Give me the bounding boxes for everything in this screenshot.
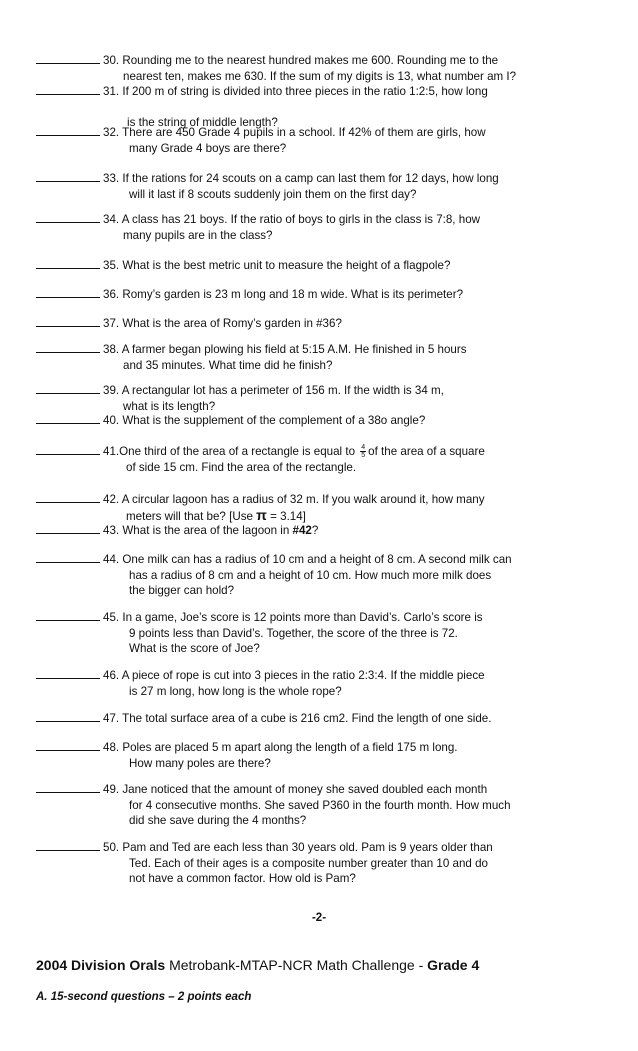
answer-blank[interactable] [36,315,100,327]
pi-symbol: π [256,506,267,523]
question-number: 41. [103,445,120,458]
question-text-cont: will it last if 8 scouts suddenly join them on the first day? [129,187,417,201]
question-number: 42. [103,493,120,506]
answer-blank[interactable] [36,551,100,563]
question-text-cont: of side 15 cm. Find the area of the rectangle. [126,460,357,474]
question-44 [36,551,512,599]
question-31 [36,83,488,130]
question-text: A rectangular lot has a perimeter of 156 m. If the width is 34 m, [121,384,444,397]
title-bold: 2004 Division Orals [36,957,166,973]
question-number: 34. [103,213,120,226]
question-text: of the area of a square [368,445,485,458]
question-number: 43. [103,524,120,537]
question-number: 46. [103,669,120,682]
question-41 [36,443,485,475]
question-number: 50. [103,841,120,854]
question-text-cont: the bigger can hold? [129,584,235,597]
question-text-cont: has a radius of 8 cm and a height of 10 cm. How much more milk does [129,568,492,582]
question-46 [36,667,485,699]
answer-blank[interactable] [36,522,100,534]
title-normal: Metrobank-MTAP-NCR Math Challenge - [169,957,424,973]
fraction-denominator: 5 [361,452,366,460]
question-text-cont: is 27 m long, how long is the whole rope? [129,684,342,698]
question-number: 37. [103,317,120,330]
question-text-cont: nearest ten, makes me 630. If the sum of my digits is 13, what number am I? [123,69,517,83]
question-number: 32. [103,126,120,139]
question-text-cont: did she save during the 4 months? [129,814,307,827]
question-49 [36,781,511,829]
question-number: 40. [103,414,120,427]
question-text: What is the supplement of the complement of a 38o angle? [122,414,426,427]
question-39 [36,382,444,414]
question-text-part: meters will that be? [Use [126,509,253,523]
question-47 [36,710,491,727]
question-text: A circular lagoon has a radius of 32 m. If you walk around it, how many [121,493,485,506]
answer-blank[interactable] [36,382,100,394]
question-43 [36,522,318,539]
question-text-cont: 9 points less than David’s. Together, the score of the three is 72. [129,626,458,640]
question-text-cont: for 4 consecutive months. She saved P360 in the fourth month. How much [129,798,511,812]
question-text-cont [36,100,488,115]
question-text: There are 450 Grade 4 pupils in a school. If 42% of them are girls, how [122,126,486,139]
question-38 [36,341,467,373]
answer-blank[interactable] [36,491,100,503]
question-35 [36,257,450,274]
answer-blank[interactable] [36,341,100,353]
question-text-end: ? [311,524,319,537]
answer-blank[interactable] [36,257,100,269]
question-number: 38. [103,343,120,356]
question-number: 47. [103,712,120,725]
answer-blank[interactable] [36,710,100,722]
answer-blank[interactable] [36,739,100,751]
question-text: A piece of rope is cut into 3 pieces in the ratio 2:3:4. If the middle piece [121,669,485,682]
question-text: Pam and Ted are each less than 30 years old. Pam is 9 years older than [122,841,493,854]
question-33 [36,170,499,202]
question-text: Rounding me to the nearest hundred makes me 600. Rounding me to the [122,54,499,67]
document-title [36,957,479,973]
question-text: Poles are placed 5 m apart along the length of a field 175 m long. [122,741,458,754]
question-number: 30. [103,54,120,67]
question-42 [36,491,485,524]
answer-blank[interactable] [36,781,100,793]
question-text: Jane noticed that the amount of money she saved doubled each month [122,783,488,796]
answer-blank[interactable] [36,211,100,223]
question-number: 44. [103,553,120,566]
question-32 [36,124,486,156]
answer-blank[interactable] [36,170,100,182]
question-number: 49. [103,783,120,796]
question-40 [36,412,425,429]
question-36 [36,286,463,303]
question-text-cont: How many poles are there? [129,756,271,770]
question-text: A class has 21 boys. If the ratio of boys to girls in the class is 7:8, how [121,213,481,226]
question-number: 36. [103,288,120,301]
answer-blank[interactable] [36,667,100,679]
answer-blank[interactable] [36,609,100,621]
question-number: 45. [103,611,120,624]
question-text: In a game, Joe’s score is 12 points more than David’s. Carlo’s score is [122,611,483,624]
question-text: One milk can has a radius of 10 cm and a height of 8 cm. A second milk can [122,553,512,566]
question-text-part: = 3.14] [270,509,306,523]
question-text: Romy’s garden is 23 m long and 18 m wide. What is its perimeter? [122,288,464,301]
question-50 [36,839,493,887]
fraction-numerator: 4 [361,444,366,452]
question-text-cont: not have a common factor. How old is Pam? [129,872,356,885]
question-45 [36,609,483,657]
question-text: What is the area of Romy’s garden in #36? [122,317,342,330]
question-number: 33. [103,172,120,185]
answer-blank[interactable] [36,124,100,136]
question-text: One third of the area of a rectangle is equal to [119,445,356,458]
question-text-cont: and 35 minutes. What time did he finish? [123,358,333,372]
question-number: 31. [103,85,120,98]
question-text: If 200 m of string is divided into three pieces in the ratio 1:2:5, how long [122,85,488,98]
question-37 [36,315,342,332]
question-number: 48. [103,741,120,754]
section-subtitle: A. 15-second questions – 2 points each [36,991,252,1003]
fraction-four-fifths [360,444,366,459]
answer-blank[interactable] [36,52,100,64]
question-30 [36,52,516,84]
question-text: What is the area of the lagoon in [122,524,290,537]
title-grade: Grade 4 [427,957,480,973]
question-text: A farmer began plowing his field at 5:15 A.M. He finished in 5 hours [121,343,467,356]
question-text-cont: What is the score of Joe? [129,642,260,655]
question-number: 39. [103,384,120,397]
answer-blank[interactable] [36,412,100,424]
question-34 [36,211,480,243]
question-text: If the rations for 24 scouts on a camp can last them for 12 days, how long [122,172,499,185]
question-reference: #42 [292,524,312,537]
answer-blank[interactable] [36,286,100,298]
answer-blank[interactable] [36,839,100,851]
question-text-cont: Ted. Each of their ages is a composite number greater than 10 and do [129,856,488,870]
question-text-cont: what is its length? [123,399,216,413]
question-text: What is the best metric unit to measure the height of a flagpole? [122,259,451,272]
page-number: -2- [311,912,327,924]
question-text-cont: many pupils are in the class? [123,228,273,242]
answer-blank[interactable] [36,443,100,455]
question-number: 35. [103,259,120,272]
answer-blank[interactable] [36,83,100,95]
question-48 [36,739,458,771]
question-text-cont: is the string of middle length? [127,115,278,129]
question-text-cont: many Grade 4 boys are there? [129,141,287,155]
question-text: The total surface area of a cube is 216 cm2. Find the length of one side. [122,712,492,725]
